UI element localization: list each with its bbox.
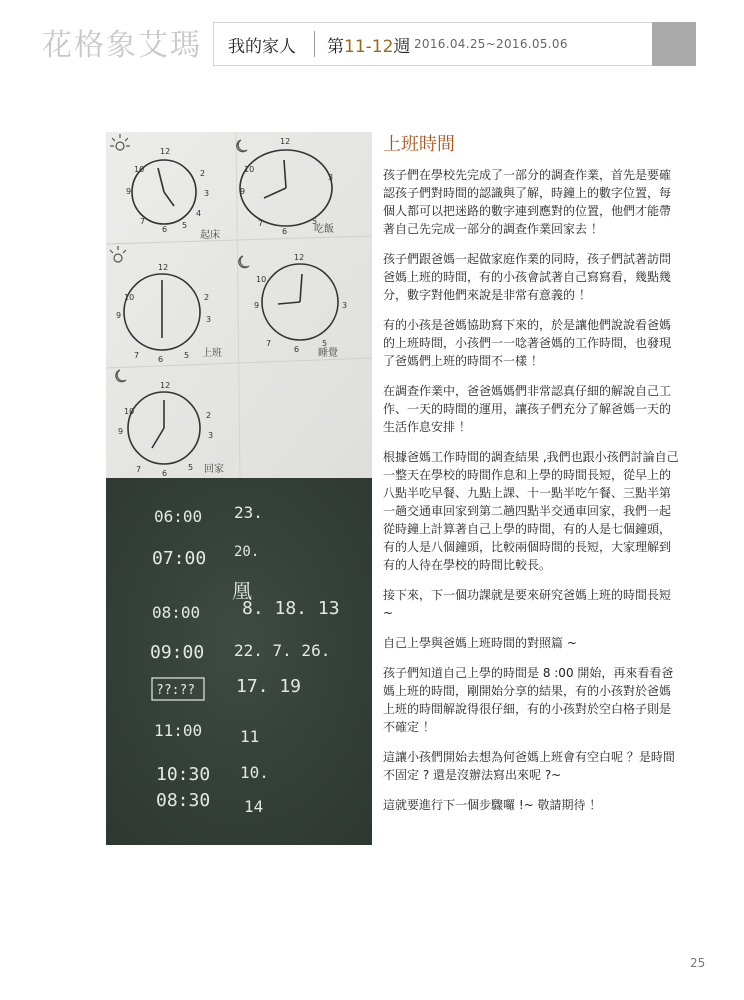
header-color-block [652,22,696,66]
svg-text:12: 12 [294,253,305,262]
svg-text:9: 9 [118,427,124,436]
svg-text:10: 10 [124,293,135,302]
clock-label-3: 上班 [202,348,222,359]
svg-text:7: 7 [258,219,264,228]
paragraph-7: 自己上學與爸媽上班時間的對照篇 ~ [383,636,577,650]
chalkboard-photo [106,478,372,845]
clock-label-2: 吃飯 [314,224,334,235]
board-value-3: 凰 [232,579,252,603]
board-value-9: 14 [244,797,264,816]
svg-text:7: 7 [136,465,142,474]
svg-text:2: 2 [206,411,212,420]
paragraph-2: 孩子們跟爸媽一起做家庭作業的同時，孩子們試著訪問爸媽上班的時間，有的小孩會試著自己寫寫看，幾點幾分，數字對他們來說是非常有意義的 ！ [383,252,672,302]
clock-label-5: 回家 [204,464,224,475]
svg-text:5: 5 [312,217,318,226]
week-number: 11-12 [344,37,394,57]
svg-text:12: 12 [280,137,291,146]
svg-text:6: 6 [294,345,300,354]
section-title: 我的家人 [228,37,296,57]
date-range: 2016.04.25~2016.05.06 [414,37,568,51]
board-value-6: 17. 19 [236,676,302,697]
svg-text:5: 5 [322,339,328,348]
svg-text:9: 9 [126,187,132,196]
svg-text:7: 7 [134,351,140,360]
svg-text:5: 5 [182,221,188,230]
board-value-2: 20. [234,544,260,560]
paragraph-5: 根據爸媽工作時間的調查結果 ,我們也跟小孩們討論自己一整天在學校的時間作息和上學的時間長短，從早上的八點半吃早餐、九點上課、十一點半吃午餐、三點半第一趟交通車回家到第二趟四點半交通車回家，我們一起從時鐘上計算著自己上學的時間，有的人是七個鐘頭，有的人是八個鐘頭，比較兩個時間的長短，大家理解到有的人待在學校的時間比較長。 [383,450,679,572]
svg-text:7: 7 [140,217,146,226]
svg-text:4: 4 [196,209,202,218]
article-title: 上班時間 [383,134,455,155]
svg-text:9: 9 [116,311,122,320]
clock-worksheet-photo [106,132,372,478]
paragraph-1: 孩子們在學校先完成了一部分的調查作業，首先是要確認孩子們對時間的認識與了解，時鐘上的數字位置，每個人都可以把迷路的數字連到應對的位置，他們才能帶著自己先完成一部分的調查作業回家去 ！ [383,168,672,236]
board-value-4: 8. 18. 13 [242,598,340,619]
board-time-2: 07:00 [152,548,207,569]
header-bar [213,22,696,66]
paragraph-4: 在調查作業中，爸爸媽媽們非常認真仔細的解說自己工作、一天的時間的運用，讓孩子們充分了解爸媽一天的生活作息安排 ！ [383,384,672,434]
clock-label-1: 起床 [200,230,220,241]
svg-text:10: 10 [134,165,145,174]
svg-text:9: 9 [254,301,260,310]
article [383,132,679,826]
svg-text:7: 7 [266,339,272,348]
svg-text:10: 10 [124,407,135,416]
board-time-3: 08:00 [152,603,201,622]
board-time-5: ??:?? [156,683,196,698]
paragraph-9: 這讓小孩們開始去想為何爸媽上班會有空白呢 ？是時間不固定 ? 還是沒辦法寫出來呢 ?~ [383,750,675,782]
svg-text:9: 9 [240,187,246,196]
header-divider [314,31,315,57]
svg-text:5: 5 [184,351,190,360]
board-time-7: 10:30 [156,764,211,785]
svg-text:12: 12 [158,263,169,272]
svg-text:3: 3 [208,431,214,440]
svg-text:12: 12 [160,381,171,390]
week-prefix: 第 [327,37,344,57]
svg-text:12: 12 [160,147,171,156]
paragraph-10: 這就要進行下一個步驟囉 !~ 敬請期待 ！ [383,798,602,812]
paragraph-8: 孩子們知道自己上學的時間是 8 :00 開始，再來看看爸媽上班的時間，剛開始分享的結果，有的小孩對於爸媽上班的時間解說得很仔細，有的小孩對於空白格子則是不確定 ！ [383,666,674,734]
page-number: 25 [690,956,706,970]
board-time-6: 11:00 [154,721,203,740]
paragraph-6: 接下來，下一個功課就是要來研究爸媽上班的時間長短~ [383,588,672,620]
svg-text:6: 6 [162,469,168,478]
week-label [327,32,410,57]
svg-text:6: 6 [282,227,288,236]
svg-text:3: 3 [204,189,210,198]
week-suffix: 週 [393,37,411,57]
svg-text:6: 6 [158,355,164,364]
svg-text:3: 3 [328,173,334,182]
clock-label-4: 睡覺 [318,348,338,359]
paragraph-3: 有的小孩是爸媽協助寫下來的，於是讓他們說說看爸媽的上班時間，小孩們一一唸著爸媽的工作時間，也發現了爸媽們上班的時間不一樣 ！ [383,318,672,368]
svg-text:10: 10 [244,165,255,174]
magazine-title: 花格象艾瑪 [42,28,202,63]
svg-text:5: 5 [188,463,194,472]
svg-text:2: 2 [204,293,210,302]
svg-text:3: 3 [206,315,212,324]
board-value-5: 22. 7. 26. [234,641,331,660]
board-time-4: 09:00 [150,642,205,663]
svg-text:2: 2 [200,169,206,178]
board-value-7: 11 [240,727,260,746]
board-time-1: 06:00 [154,507,203,526]
svg-text:10: 10 [256,275,267,284]
svg-text:3: 3 [342,301,348,310]
board-value-8: 10. [240,763,269,782]
board-value-1: 23. [234,503,263,522]
svg-text:6: 6 [162,225,168,234]
board-time-8: 08:30 [156,790,211,811]
